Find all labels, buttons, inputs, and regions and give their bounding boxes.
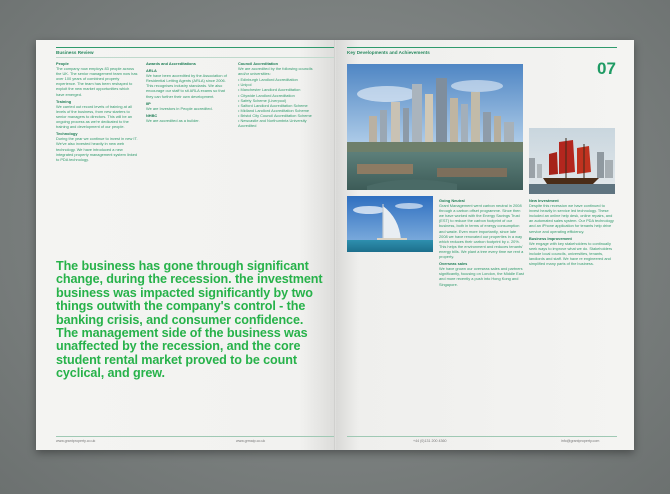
awards-title: Awards and Accreditations xyxy=(146,61,196,66)
business-improvement-text: We engage with key stakeholders to continually seek ways to improve what we do. Stakeholders include local councils, universities, tenants, landlords and staff. We have re engineered and simplified many parts of the business. xyxy=(529,240,613,267)
people-heading: People xyxy=(56,61,69,66)
training-heading: Training xyxy=(56,98,72,104)
business-improvement-heading: Business Improvement xyxy=(529,235,572,241)
iip-heading: IIP xyxy=(146,100,151,106)
sail-hotel-photo xyxy=(347,196,433,252)
council-intro: We are accredited by the following councils and/or universities: xyxy=(238,66,313,77)
list-item: • Safety Scheme (Liverpool) xyxy=(238,97,287,103)
column-council-accreditation xyxy=(238,59,324,128)
technology-heading: Technology xyxy=(56,131,78,137)
new-investment-text: Despite this recession we have continued to invest heavily in service led technology. These included an online help desk, online repairs, and an automated sales system. Our PDA technology and an iPhone application for tenants help drive service and operating efficiency. xyxy=(529,203,614,234)
iip-text: We are Investors in People accredited. xyxy=(146,105,213,111)
footer-email: info@grantproperty.com xyxy=(561,439,600,443)
council-list xyxy=(238,77,324,128)
list-item: • Edinburgh Landlord Accreditation xyxy=(238,77,298,83)
city-skyline-photo xyxy=(347,64,523,190)
top-rule-right xyxy=(347,47,617,48)
list-item: • Unipol xyxy=(238,82,252,88)
list-item: • Manchester Landlord Accreditation xyxy=(238,87,301,93)
training-text: We carried out record levels of training at all levels of the business, from new starters to senior managers to directors. This will be an ongoing process as we're dedicated to the training and development of our people. xyxy=(56,103,133,130)
section-header: Business Review xyxy=(56,50,94,55)
right-page xyxy=(335,40,634,450)
council-title: Council Accreditation xyxy=(238,61,279,66)
page-number: 07 xyxy=(597,59,616,78)
list-item: • Salford Landlord Accreditation Scheme xyxy=(238,102,308,108)
left-page xyxy=(36,40,335,450)
footer-rule xyxy=(56,436,334,437)
list-item: • Midland Landlord Accreditation Scheme xyxy=(238,107,310,113)
new-investment-heading: New Investment xyxy=(529,198,559,203)
going-neutral-text: Grant Management went carbon neutral in 2008 through a carbon offset programme. Since then we have worked with the Energy Savings Trust (EST) to reduce the carbon footprint of our business, both in terms of energy consumption and waste. Even more importantly, since late 2008 we have renovated our properties in a way which reduces their carbon footprint by c. 20%. This helps the environment and reduces tenants' energy bills. We plant a tree every time we rent a property. xyxy=(439,203,524,260)
list-item: • Citywide Landlord Accreditation xyxy=(238,92,295,98)
column-people-training-technology xyxy=(56,59,138,163)
pull-quote: The business has gone through significant change, during the recession. the investment business was impacted significantly by two things outwith the company's control - the banking crisis, and consumer confidence. The management side of the business was unaffected by the recession, and the core student rental market proved to be count cyclical, and grew. xyxy=(56,259,323,381)
column-awards xyxy=(146,59,232,124)
people-text: The company now employs 83 people across the UK. The senior management team now has over 100 years of combined property experience. The team has been reshaped to exploit the new market opportunities which have emerged. xyxy=(56,66,138,97)
column-new-investment xyxy=(529,196,615,267)
footer-website: www.grantproperty.co.uk xyxy=(56,439,96,443)
footer-phone: +44 (0)131 200 4360 xyxy=(413,439,447,443)
header-underline xyxy=(56,57,334,58)
spine-fold xyxy=(334,40,336,450)
list-item: • Newcastle and Northumbria University Accredited xyxy=(238,118,307,129)
footer-website-2: www.grmaip.co.uk xyxy=(236,439,266,443)
nhbc-heading: NHBC xyxy=(146,112,158,118)
arla-heading: ARLA xyxy=(146,68,157,74)
footer-rule-right xyxy=(347,436,617,437)
technology-text: During the year we continue to invest in new IT. We've also invested heavily in new web technology. We have introduced a new integrated property management system linked to PDA technology. xyxy=(56,136,138,162)
nhbc-text: We are accredited as a builder. xyxy=(146,117,200,123)
overseas-heading: Overseas sales xyxy=(439,261,468,267)
junk-boat-photo xyxy=(529,128,615,194)
overseas-text: We have grown our overseas sales and partners significantly, focusing on London, the Middle East and more recently a push into Hong Kong and Singapore. xyxy=(439,266,524,287)
section-header-right: Key Developments and Achievements xyxy=(347,50,430,55)
arla-text: We have been accredited by the Association of Residential Letting Agents (ARLA) since 2006. This recognises industry standards. We also encourage our staff to sit ARLA exams so that they can further their own development. xyxy=(146,73,227,99)
brochure-spread xyxy=(36,40,634,450)
going-neutral-heading: Going Neutral xyxy=(439,198,465,203)
list-item: • Bristol City Council Accreditation Scheme xyxy=(238,112,312,118)
top-rule xyxy=(56,47,334,48)
column-going-neutral xyxy=(439,196,525,288)
